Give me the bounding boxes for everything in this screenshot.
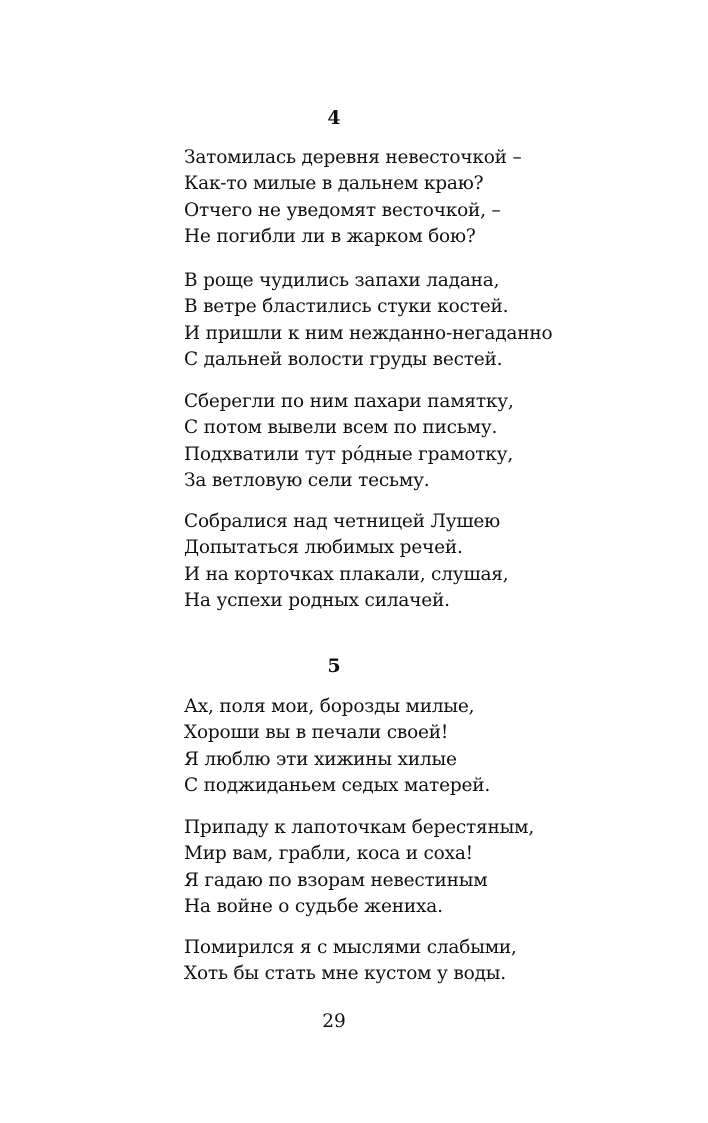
poem-line: Мир вам, грабли, коса и соха! xyxy=(184,843,473,865)
section-number: 5 xyxy=(327,655,341,677)
poem-line: Помирился я с мыслями слабыми, xyxy=(184,937,517,958)
poem-line: Затомилась деревня невесточкой – xyxy=(184,147,522,168)
poem-line: С поджиданьем седых матерей. xyxy=(184,774,491,796)
stanza xyxy=(184,815,684,920)
stanza xyxy=(184,389,684,494)
stanza xyxy=(184,509,684,614)
poem-line: В ветре бластились стуки костей. xyxy=(184,296,509,318)
poem-line: Хороши вы в печали своей! xyxy=(184,722,449,744)
page-number: 29 xyxy=(322,1011,346,1032)
poem-line: Хоть бы стать мне кустом у воды. xyxy=(184,963,506,985)
poem-line: С дальней волости груды вестей. xyxy=(184,348,503,370)
poem-line: Не погибли ли в жарком бою? xyxy=(184,225,476,247)
poem-line: Как-то милые в дальнем краю? xyxy=(184,173,484,195)
poem-line: Допытаться любимых речей. xyxy=(184,537,463,559)
poem-line: Сберегли по ним пахари памятку, xyxy=(184,391,514,412)
poem-line: За ветловую сели тесьму. xyxy=(184,469,430,491)
stanza xyxy=(184,145,684,250)
poem-line: С потом вывели всем по письму. xyxy=(184,417,498,439)
poem-line: Ах, поля мои, борозды милые, xyxy=(184,696,475,717)
poem-line: И пришли к ним нежданно-негаданно xyxy=(184,322,553,344)
poem-line: На успехи родных силачей. xyxy=(184,589,450,611)
poem-line: Отчего не уведомят весточкой, – xyxy=(184,199,501,221)
poem-line: Я люблю эти хижины хилые xyxy=(184,748,457,770)
poem-line: Я гадаю по взорам невестиным xyxy=(184,869,488,891)
poem-line: На войне о судьбе жениха. xyxy=(184,895,443,917)
stanza xyxy=(184,268,684,373)
poem-line: Подхватили тут ро́дные грамотку, xyxy=(184,443,514,465)
stanza xyxy=(184,935,684,988)
poem-line: Собралися над четницей Лушею xyxy=(184,511,501,532)
poem-line: Припаду к лапоточкам берестяным, xyxy=(184,817,535,838)
stanza xyxy=(184,694,684,799)
poem-line: И на корточках плакали, слушая, xyxy=(184,563,509,585)
section-number: 4 xyxy=(327,107,341,129)
poem-line: В роще чудились запахи ладана, xyxy=(184,270,500,291)
